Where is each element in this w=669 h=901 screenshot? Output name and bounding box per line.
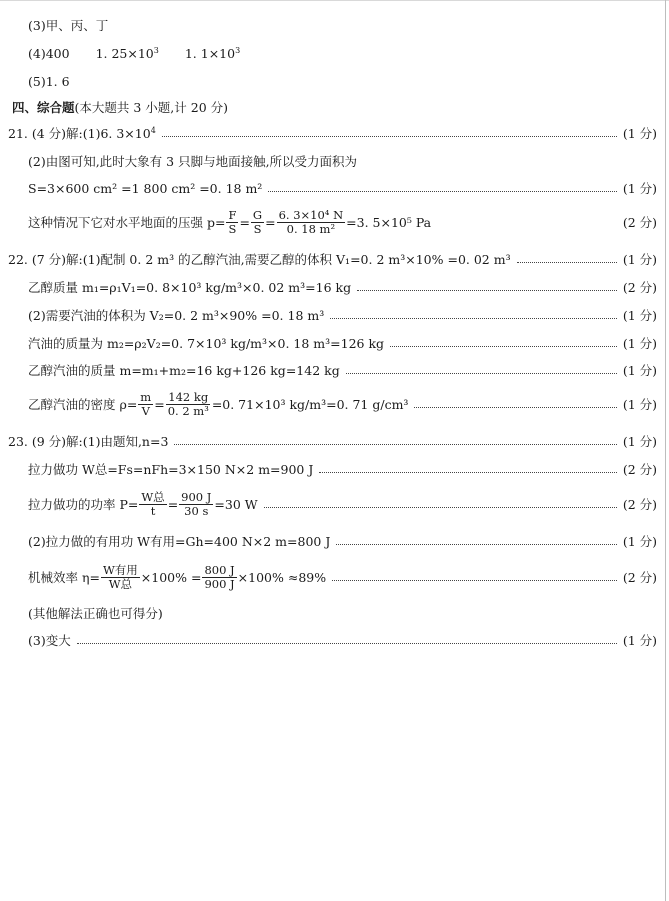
fraction: $\frac{\text{W有用}}{\text{W总}}$ xyxy=(102,563,138,591)
q22-line-2 xyxy=(28,279,669,295)
section-title: 四、综合题 xyxy=(12,100,75,115)
leader-dots xyxy=(346,373,617,374)
fraction: $\frac{G}{S}$ xyxy=(252,208,263,236)
leader-dots xyxy=(336,544,616,545)
score-label: (1 分) xyxy=(622,126,657,141)
score-label: (1 分) xyxy=(622,363,657,378)
q23-line-4 xyxy=(28,533,669,549)
answer-text: (其他解法正确也可得分) xyxy=(28,606,163,621)
answer-text: (3)甲、丙、丁 xyxy=(28,18,109,33)
answer-text: 23. (9 分)解:(1)由题知,n=3 xyxy=(8,434,169,449)
q23-line-7 xyxy=(28,632,669,648)
score-label: (2 分) xyxy=(622,570,657,585)
q21-line-1 xyxy=(8,125,669,141)
q22-line-3 xyxy=(28,307,669,323)
answer-text: 1. $1\times 10^3$ xyxy=(184,45,241,61)
score-label: (1 分) xyxy=(622,336,657,351)
q23-line-2 xyxy=(28,461,669,477)
score-label: (2 分) xyxy=(622,462,657,477)
formula: 机械效率 η= $\frac{\text{W有用}}{\text{W总}}$ ×100% = $\frac{800 J}{900 J}$ ×100% ≈89% xyxy=(28,563,327,591)
leader-dots xyxy=(319,472,616,473)
score-label: (1 分) xyxy=(622,181,657,196)
answer-text: 21. (4 分)解:(1)6. $3\times 10^4$ xyxy=(8,125,156,141)
answer-text: 乙醇质量 m₁=ρ₁V₁=0. 8×10³ kg/m³×0. 02 m³=16 kg xyxy=(28,280,352,295)
score-label: (2 分) xyxy=(622,280,657,295)
answer-text: 拉力做功 W总=Fs=nFh=3×150 N×2 m=900 J xyxy=(28,462,314,477)
answer-text: (5)1. 6 xyxy=(28,73,70,89)
leader-dots xyxy=(330,318,617,319)
fraction: $\frac{F}{S}$ xyxy=(228,208,237,236)
q21-line-4 xyxy=(28,207,669,237)
leader-dots xyxy=(174,444,616,445)
q21-line-3 xyxy=(28,180,669,196)
answer-text: 1. $25\times 10^3$ xyxy=(95,45,159,61)
score-label: (1 分) xyxy=(622,308,657,323)
score-label: (1 分) xyxy=(622,252,657,267)
leader-dots xyxy=(390,346,617,347)
answer-text: 汽油的质量为 m₂=ρ₂V₂=0. 7×10³ kg/m³×0. 18 m³=126 kg xyxy=(28,336,385,351)
formula: 乙醇汽油的密度 ρ= $\frac{m}{V}$ = $\frac{142 kg}{\text{0. 2 m³}}$ =0. 71×10³ kg/m³=0. 71 g/cm³ xyxy=(28,390,409,418)
q22-line-6 xyxy=(28,389,669,419)
answer-text: S=3×600 cm² =1 800 cm² =0. 18 m² xyxy=(28,180,263,196)
score-label: (2 分) xyxy=(622,497,657,512)
fraction: $\frac{800 J}{900 J}$ xyxy=(204,563,235,591)
q23-line-3 xyxy=(28,489,669,519)
answer-text: (2)拉力做的有用功 W有用=Gh=400 N×2 m=800 J xyxy=(28,534,331,549)
score-label: (1 分) xyxy=(622,534,657,549)
answer-line-4 xyxy=(28,45,669,61)
q22-line-1 xyxy=(8,251,669,267)
leader-dots xyxy=(517,262,617,263)
formula: 这种情况下它对水平地面的压强 p= $\frac{F}{S}$ = $\frac{G}{S}$ = $\frac{\text{6. 3×10⁴ N}}{\text{0. 18 m²}}$ =3. 5×10⁵ Pa xyxy=(28,208,432,236)
answer-text: (2)由图可知,此时大象有 3 只脚与地面接触,所以受力面积为 xyxy=(28,154,358,169)
page-top-border xyxy=(0,0,669,1)
q23-line-6 xyxy=(28,605,669,621)
q23-line-1 xyxy=(8,433,669,449)
answer-text: (3)变大 xyxy=(28,633,71,648)
answer-line-3 xyxy=(28,17,669,33)
q22-line-4 xyxy=(28,335,669,351)
leader-dots xyxy=(357,290,617,291)
score-label: (1 分) xyxy=(622,397,657,412)
leader-dots xyxy=(77,643,617,644)
score-label: (1 分) xyxy=(622,633,657,648)
score-label: (1 分) xyxy=(622,434,657,449)
leader-dots xyxy=(332,580,617,581)
q21-line-2 xyxy=(28,153,669,169)
leader-dots xyxy=(268,191,616,192)
fraction: $\frac{900 J}{30 s}$ xyxy=(181,490,212,518)
score-label: (2 分) xyxy=(622,215,657,230)
q23-line-5 xyxy=(28,561,669,593)
fraction: $\frac{m}{V}$ xyxy=(140,390,152,418)
answer-line-5 xyxy=(28,73,669,89)
answer-text: 22. (7 分)解:(1)配制 0. 2 m³ 的乙醇汽油,需要乙醇的体积 V₁=0. 2 m³×10% =0. 02 m³ xyxy=(8,252,511,267)
section-heading xyxy=(12,99,669,115)
leader-dots xyxy=(414,407,616,408)
leader-dots xyxy=(264,507,617,508)
fraction: $\frac{142 kg}{\text{0. 2 m³}}$ xyxy=(167,390,209,418)
section-note: (本大题共 3 小题,计 20 分) xyxy=(74,100,228,115)
answer-text: 乙醇汽油的质量 m=m₁+m₂=16 kg+126 kg=142 kg xyxy=(28,363,340,378)
answer-text: (4)400 xyxy=(28,45,70,61)
fraction: $\frac{\text{6. 3×10⁴ N}}{\text{0. 18 m²}}$ xyxy=(278,208,344,236)
fraction: $\frac{\text{W总}}{t}$ xyxy=(141,490,165,518)
q22-line-5 xyxy=(28,362,669,378)
leader-dots xyxy=(162,136,617,137)
formula: 拉力做功的功率 P= $\frac{\text{W总}}{t}$ = $\frac{900 J}{30 s}$ =30 W xyxy=(28,490,258,518)
answer-text: (2)需要汽油的体积为 V₂=0. 2 m³×90% =0. 18 m³ xyxy=(28,308,325,323)
